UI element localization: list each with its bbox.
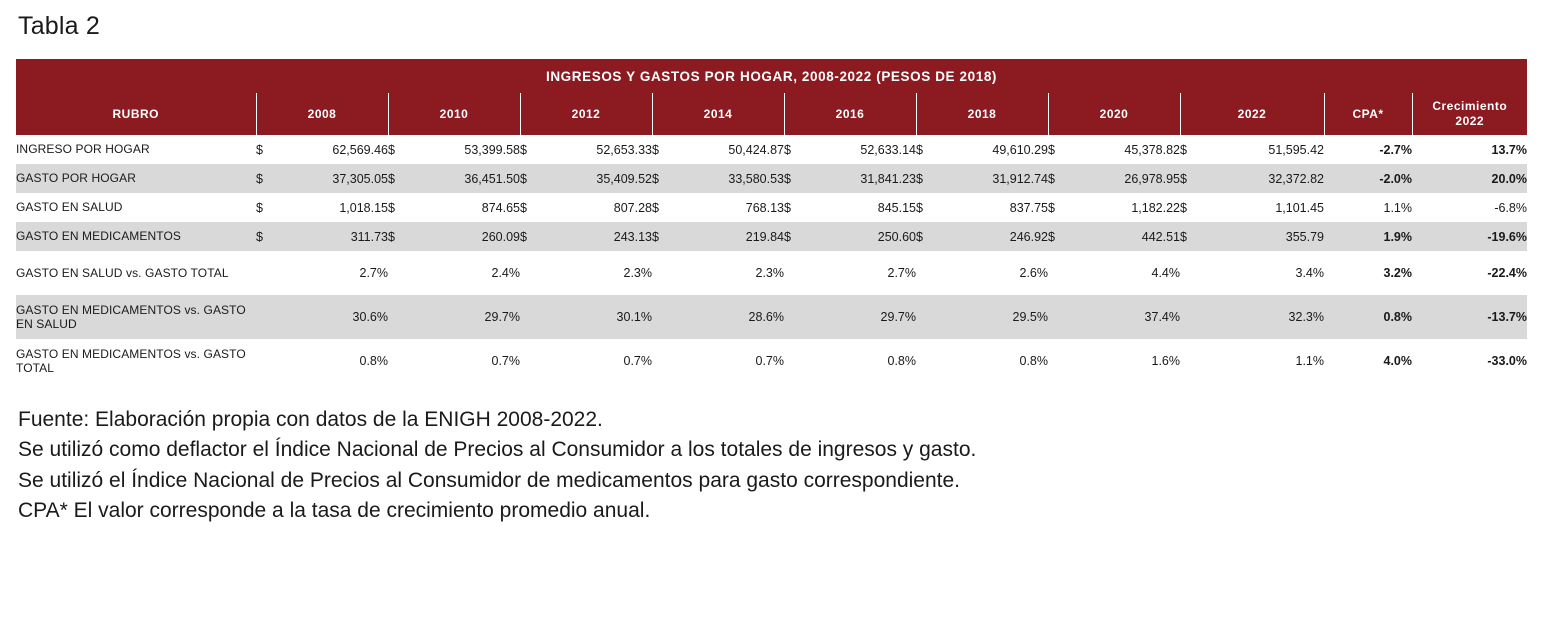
currency-symbol: $ [388,164,410,193]
row-label: GASTO EN SALUD [16,193,256,222]
cell-value: 768.13 [674,193,784,222]
cell-value: 35,409.52 [542,164,652,193]
table-row [16,295,1527,339]
page-title: Tabla 2 [18,12,101,40]
row-label: GASTO EN MEDICAMENTOS [16,222,256,251]
table-caption-row [16,59,1527,93]
table-row [16,339,1527,383]
cell-value: 51,595.42 [1202,135,1324,164]
cell-value: 62,569.46 [278,135,388,164]
currency-symbol: $ [652,193,674,222]
cell-value: 0.7% [652,339,784,383]
currency-symbol: $ [520,164,542,193]
column-header-2012: 2012 [520,93,652,135]
cell-value: 31,841.23 [806,164,916,193]
currency-symbol: $ [256,135,278,164]
cell-growth: -6.8% [1412,193,1527,222]
cell-value: 311.73 [278,222,388,251]
cell-value: 28.6% [652,295,784,339]
currency-symbol: $ [520,193,542,222]
currency-symbol: $ [256,193,278,222]
cell-value: 260.09 [410,222,520,251]
currency-symbol: $ [652,135,674,164]
column-header-crecimiento-line1: Crecimiento [1432,99,1508,113]
currency-symbol: $ [1048,164,1070,193]
cell-value: 246.92 [938,222,1048,251]
cell-value: 3.4% [1180,251,1324,295]
cell-value: 1,101.45 [1202,193,1324,222]
note-deflator-medicines: Se utilizó el Índice Nacional de Precios al Consumidor de medicamentos para gasto correspondiente. [18,468,961,492]
cell-value: 32,372.82 [1202,164,1324,193]
cell-growth: -13.7% [1412,295,1527,339]
currency-symbol: $ [388,135,410,164]
cell-value: 1.1% [1180,339,1324,383]
cell-value: 29.7% [784,295,916,339]
column-header-rubro: RUBRO [16,93,256,135]
cell-value: 2.3% [652,251,784,295]
cell-value: 0.8% [256,339,388,383]
currency-symbol: $ [784,193,806,222]
table-row [16,164,1527,193]
currency-symbol: $ [784,222,806,251]
cell-cpa: 1.1% [1324,193,1412,222]
cell-cpa: -2.7% [1324,135,1412,164]
table-row [16,222,1527,251]
currency-symbol: $ [388,193,410,222]
cell-growth: -22.4% [1412,251,1527,295]
currency-symbol: $ [1048,193,1070,222]
currency-symbol: $ [256,222,278,251]
cell-value: 4.4% [1048,251,1180,295]
column-header-2022: 2022 [1180,93,1324,135]
cell-value: 26,978.95 [1070,164,1180,193]
table-notes [18,405,1525,527]
cell-value: 1,018.15 [278,193,388,222]
cell-value: 0.8% [784,339,916,383]
income-expense-table [16,59,1527,383]
column-header-2008: 2008 [256,93,388,135]
currency-symbol: $ [388,222,410,251]
currency-symbol: $ [652,164,674,193]
cell-value: 49,610.29 [938,135,1048,164]
column-header-2020: 2020 [1048,93,1180,135]
table-body [16,135,1527,383]
cell-value: 1,182.22 [1070,193,1180,222]
table-header-row [16,93,1527,135]
cell-value: 2.4% [388,251,520,295]
column-header-crecimiento [1412,93,1527,135]
currency-symbol: $ [520,222,542,251]
cell-value: 250.60 [806,222,916,251]
cell-value: 2.7% [256,251,388,295]
cell-value: 31,912.74 [938,164,1048,193]
cell-cpa: 1.9% [1324,222,1412,251]
currency-symbol: $ [1180,135,1202,164]
cell-growth: -19.6% [1412,222,1527,251]
cell-cpa: 4.0% [1324,339,1412,383]
currency-symbol: $ [916,193,938,222]
cell-value: 2.6% [916,251,1048,295]
note-cpa-definition: CPA* El valor corresponde a la tasa de crecimiento promedio anual. [18,499,651,523]
cell-value: 845.15 [806,193,916,222]
currency-symbol: $ [916,222,938,251]
cell-value: 30.1% [520,295,652,339]
cell-value: 29.5% [916,295,1048,339]
cell-value: 45,378.82 [1070,135,1180,164]
cell-value: 1.6% [1048,339,1180,383]
cell-value: 36,451.50 [410,164,520,193]
row-label: INGRESO POR HOGAR [16,135,256,164]
table-row [16,193,1527,222]
cell-value: 37.4% [1048,295,1180,339]
cell-value: 0.7% [520,339,652,383]
table-row [16,135,1527,164]
note-deflator-total: Se utilizó como deflactor el Índice Nacional de Precios al Consumidor a los totales de ingresos y gasto. [18,438,977,462]
cell-value: 53,399.58 [410,135,520,164]
cell-growth: -33.0% [1412,339,1527,383]
cell-value: 32.3% [1180,295,1324,339]
currency-symbol: $ [916,164,938,193]
row-label: GASTO EN MEDICAMENTOS vs. GASTO EN SALUD [16,295,256,339]
cell-value: 243.13 [542,222,652,251]
cell-value: 0.8% [916,339,1048,383]
table-row [16,251,1527,295]
currency-symbol: $ [1180,193,1202,222]
currency-symbol: $ [652,222,674,251]
cell-value: 355.79 [1202,222,1324,251]
column-header-2010: 2010 [388,93,520,135]
cell-value: 837.75 [938,193,1048,222]
currency-symbol: $ [256,164,278,193]
cell-value: 52,653.33 [542,135,652,164]
cell-value: 219.84 [674,222,784,251]
cell-value: 442.51 [1070,222,1180,251]
currency-symbol: $ [1180,222,1202,251]
cell-value: 807.28 [542,193,652,222]
cell-value: 29.7% [388,295,520,339]
currency-symbol: $ [1180,164,1202,193]
currency-symbol: $ [916,135,938,164]
cell-value: 2.3% [520,251,652,295]
cell-value: 874.65 [410,193,520,222]
cell-value: 50,424.87 [674,135,784,164]
currency-symbol: $ [784,135,806,164]
currency-symbol: $ [520,135,542,164]
cell-value: 37,305.05 [278,164,388,193]
cell-value: 52,633.14 [806,135,916,164]
note-source: Fuente: Elaboración propia con datos de la ENIGH 2008-2022. [18,408,603,431]
column-header-2018: 2018 [916,93,1048,135]
cell-value: 33,580.53 [674,164,784,193]
currency-symbol: $ [784,164,806,193]
column-header-2014: 2014 [652,93,784,135]
column-header-2016: 2016 [784,93,916,135]
currency-symbol: $ [1048,135,1070,164]
cell-value: 0.7% [388,339,520,383]
currency-symbol: $ [1048,222,1070,251]
cell-cpa: -2.0% [1324,164,1412,193]
row-label: GASTO EN SALUD vs. GASTO TOTAL [16,251,256,295]
cell-growth: 13.7% [1412,135,1527,164]
cell-growth: 20.0% [1412,164,1527,193]
column-header-cpa: CPA* [1324,93,1412,135]
cell-cpa: 3.2% [1324,251,1412,295]
column-header-crecimiento-line2: 2022 [1455,114,1485,128]
cell-cpa: 0.8% [1324,295,1412,339]
row-label: GASTO EN MEDICAMENTOS vs. GASTO TOTAL [16,339,256,383]
cell-value: 2.7% [784,251,916,295]
table-caption: INGRESOS Y GASTOS POR HOGAR, 2008-2022 (PESOS DE 2018) [16,59,1527,93]
cell-value: 30.6% [256,295,388,339]
row-label: GASTO POR HOGAR [16,164,256,193]
